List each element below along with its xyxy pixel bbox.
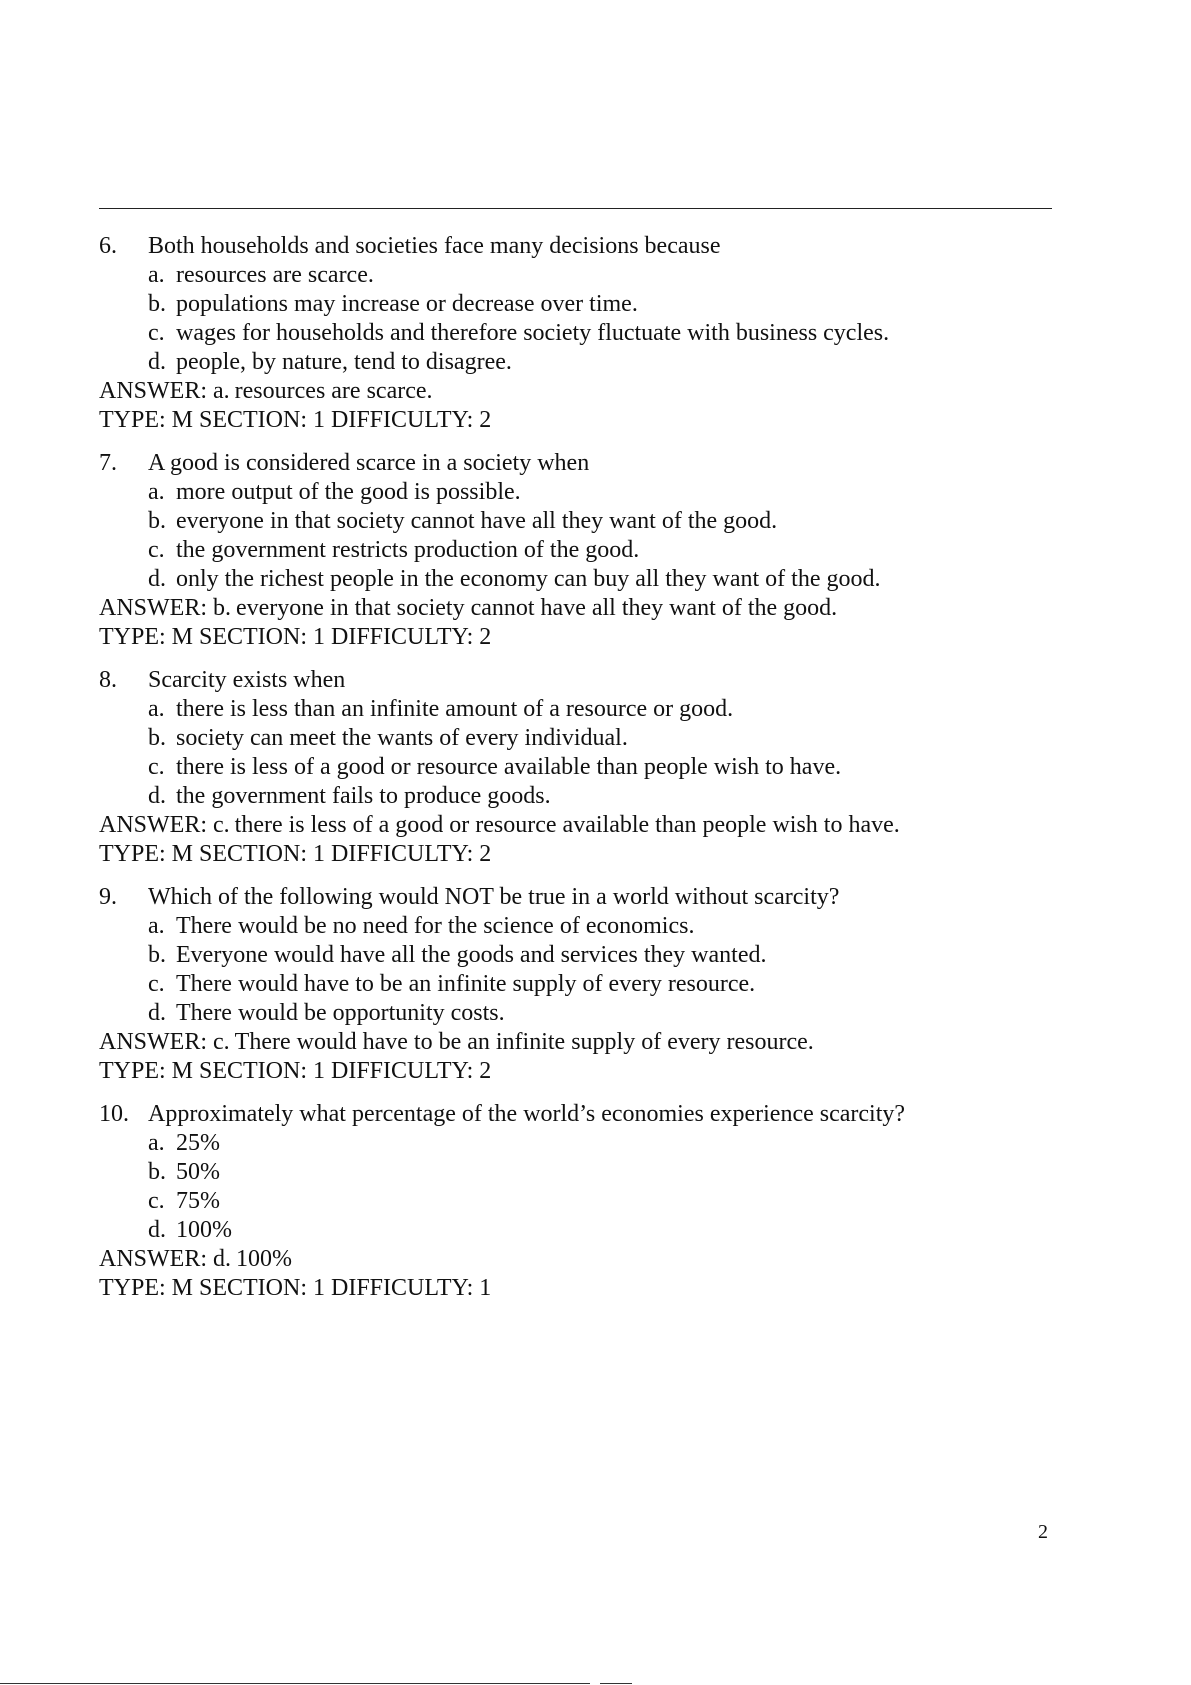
answer-line <box>99 1245 1059 1274</box>
question-meta: TYPE: M SECTION: 1 DIFFICULTY: 2 <box>99 624 492 650</box>
option-text: Everyone would have all the goods and services they wanted. <box>176 942 767 968</box>
option-d <box>99 565 1059 594</box>
option-text: only the richest people in the economy can buy all they want of the good. <box>176 566 881 592</box>
option-a <box>99 1129 1059 1158</box>
option-letter: b. <box>148 291 166 317</box>
option-text: There would be no need for the science of economics. <box>176 913 695 939</box>
option-letter: a. <box>148 479 165 505</box>
option-a <box>99 912 1059 941</box>
option-text: the government fails to produce goods. <box>176 783 551 809</box>
option-b <box>99 1158 1059 1187</box>
option-c <box>99 1187 1059 1216</box>
question-10 <box>99 1100 1059 1303</box>
question-number: 7. <box>99 450 117 476</box>
option-text: people, by nature, tend to disagree. <box>176 349 512 375</box>
question-number: 9. <box>99 884 117 910</box>
option-c <box>99 319 1059 348</box>
question-9 <box>99 883 1059 1086</box>
question-text: A good is considered scarce in a society when <box>148 450 590 476</box>
option-b <box>99 941 1059 970</box>
question-8 <box>99 666 1059 869</box>
question-number: 8. <box>99 667 117 693</box>
option-c <box>99 536 1059 565</box>
answer-line <box>99 377 1059 406</box>
option-text: resources are scarce. <box>176 262 374 288</box>
question-number: 6. <box>99 233 117 259</box>
answer-text: There would have to be an infinite supply of every resource. <box>234 1029 814 1055</box>
option-letter: c. <box>148 1188 165 1214</box>
question-stem <box>99 449 1059 478</box>
answer-text: resources are scarce. <box>234 378 433 404</box>
option-text: wages for households and therefore society fluctuate with business cycles. <box>176 320 890 346</box>
option-letter: d. <box>148 1217 166 1243</box>
answer-text: there is less of a good or resource available than people wish to have. <box>234 812 900 838</box>
option-a <box>99 261 1059 290</box>
question-7 <box>99 449 1059 652</box>
question-meta: TYPE: M SECTION: 1 DIFFICULTY: 2 <box>99 841 492 867</box>
question-6 <box>99 232 1059 435</box>
option-b <box>99 507 1059 536</box>
answer-letter: c. <box>213 812 230 838</box>
question-stem <box>99 1100 1059 1129</box>
option-text: populations may increase or decrease over time. <box>176 291 638 317</box>
option-letter: c. <box>148 754 165 780</box>
option-letter: d. <box>148 566 166 592</box>
option-letter: a. <box>148 1130 165 1156</box>
question-text: Which of the following would NOT be true in a world without scarcity? <box>148 884 840 910</box>
page-number: 2 <box>1038 1521 1048 1543</box>
option-text: 100% <box>176 1217 232 1243</box>
question-meta: TYPE: M SECTION: 1 DIFFICULTY: 2 <box>99 1058 492 1084</box>
answer-letter: d. <box>213 1246 231 1272</box>
option-letter: b. <box>148 1159 166 1185</box>
answer-letter: a. <box>213 378 230 404</box>
question-list <box>99 232 1059 1317</box>
question-stem <box>99 883 1059 912</box>
answer-label: ANSWER: <box>99 812 207 838</box>
option-text: There would be opportunity costs. <box>176 1000 505 1026</box>
option-b <box>99 724 1059 753</box>
answer-label: ANSWER: <box>99 595 207 621</box>
option-text: there is less than an infinite amount of a resource or good. <box>176 696 734 722</box>
option-a <box>99 695 1059 724</box>
option-text: more output of the good is possible. <box>176 479 521 505</box>
answer-line <box>99 811 1059 840</box>
option-text: society can meet the wants of every individual. <box>176 725 628 751</box>
option-text: There would have to be an infinite supply of every resource. <box>176 971 756 997</box>
option-a <box>99 478 1059 507</box>
option-c <box>99 970 1059 999</box>
answer-text: 100% <box>236 1246 292 1272</box>
answer-letter: c. <box>213 1029 230 1055</box>
question-text: Both households and societies face many decisions because <box>148 233 721 259</box>
option-letter: b. <box>148 508 166 534</box>
question-stem <box>99 666 1059 695</box>
option-text: 50% <box>176 1159 220 1185</box>
answer-text: everyone in that society cannot have all they want of the good. <box>236 595 838 621</box>
question-number: 10. <box>99 1101 129 1127</box>
option-c <box>99 753 1059 782</box>
option-d <box>99 999 1059 1028</box>
option-letter: a. <box>148 262 165 288</box>
option-text: the government restricts production of the good. <box>176 537 640 563</box>
footer-rule-segment <box>600 1683 632 1684</box>
option-d <box>99 782 1059 811</box>
header-rule <box>99 208 1052 209</box>
question-meta: TYPE: M SECTION: 1 DIFFICULTY: 1 <box>99 1275 492 1301</box>
option-letter: b. <box>148 942 166 968</box>
option-letter: c. <box>148 537 165 563</box>
option-text: 25% <box>176 1130 220 1156</box>
option-letter: c. <box>148 320 165 346</box>
answer-label: ANSWER: <box>99 378 207 404</box>
footer-rule <box>0 1683 590 1684</box>
option-letter: c. <box>148 971 165 997</box>
answer-line <box>99 594 1059 623</box>
answer-label: ANSWER: <box>99 1029 207 1055</box>
answer-line <box>99 1028 1059 1057</box>
option-b <box>99 290 1059 319</box>
option-d <box>99 1216 1059 1245</box>
question-stem <box>99 232 1059 261</box>
option-text: 75% <box>176 1188 220 1214</box>
option-text: there is less of a good or resource available than people wish to have. <box>176 754 842 780</box>
option-letter: d. <box>148 349 166 375</box>
option-letter: d. <box>148 1000 166 1026</box>
option-letter: a. <box>148 696 165 722</box>
question-meta: TYPE: M SECTION: 1 DIFFICULTY: 2 <box>99 407 492 433</box>
answer-label: ANSWER: <box>99 1246 207 1272</box>
option-text: everyone in that society cannot have all they want of the good. <box>176 508 778 534</box>
option-d <box>99 348 1059 377</box>
option-letter: a. <box>148 913 165 939</box>
option-letter: d. <box>148 783 166 809</box>
question-text: Scarcity exists when <box>148 667 346 693</box>
option-letter: b. <box>148 725 166 751</box>
question-text: Approximately what percentage of the world’s economies experience scarcity? <box>148 1101 906 1127</box>
answer-letter: b. <box>213 595 231 621</box>
